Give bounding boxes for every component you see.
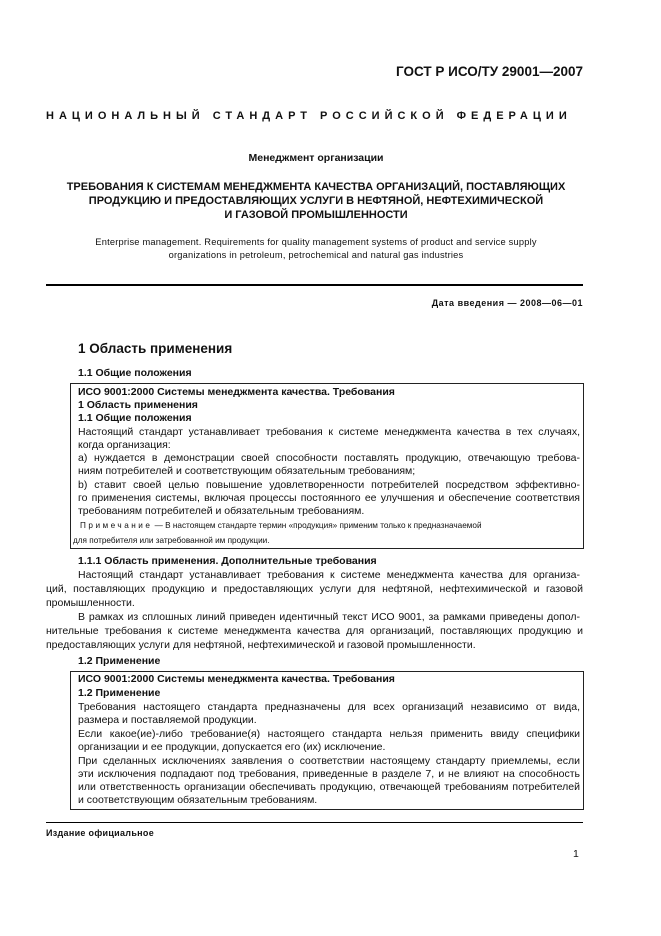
box-text-line: Если какое(ие)-либо требование(я) настоящего стандарта нельзя применить ввиду специфики: [78, 728, 580, 740]
section-heading: 1 Область применения: [78, 341, 233, 356]
document-title: [46, 180, 586, 222]
box-heading: ИСО 9001:2000 Системы менеджмента качества. Требования: [78, 673, 395, 685]
document-subtitle: Менеджмент организации: [248, 152, 384, 164]
page-number: 1: [573, 848, 579, 860]
box-text-line: ниям потребителей и соответствующим обязательным требованиям;: [78, 465, 416, 477]
box-text-line: При сделанных исключениях заявления о соответствии настоящему стандарту приемлемы, если: [78, 755, 580, 767]
paragraph-line: Настоящий стандарт устанавливает требования к системе менеджмента качества для организа-: [78, 569, 580, 581]
box-text-line: b) ставит своей целью повышение удовлетворенности потребителей посредством эффективно-: [78, 479, 580, 491]
box-text-line: Требования настоящего стандарта предназначены для всех организаций независимо от вида,: [78, 701, 580, 713]
subsection-heading: 1.1 Общие положения: [78, 367, 192, 379]
box-subheading: 1.2 Применение: [78, 687, 161, 699]
english-title-line: Enterprise management. Requirements for quality management systems of product and service supply: [95, 237, 537, 247]
paragraph-line: В рамках из сплошных линий приведен идентичный текст ИСО 9001, за рамками приведены допол-: [78, 611, 580, 623]
title-line: ПРОДУКЦИЮ И ПРЕДОСТАВЛЯЮЩИХ УСЛУГИ В НЕФТЯНОЙ, НЕФТЕХИМИЧЕСКОЙ: [88, 195, 544, 207]
paragraph-line: предоставляющих услуги для нефтяной, нефтехимической и газовой промышленности.: [46, 639, 476, 651]
box-text-line: эти исключения подпадают под требования, приведенные в разделе 7, и не влияют на способность: [78, 768, 580, 780]
box-text-line: Настоящий стандарт устанавливает требования к системе менеджмента качества в тех случаях,: [78, 426, 580, 438]
edition-label: Издание официальное: [46, 828, 155, 838]
subsection-heading: 1.2 Применение: [78, 655, 161, 667]
box-text-line: го применения системы, включая процессы постоянного ее улучшения и обеспечение соответствия: [78, 492, 580, 504]
footer-divider: [46, 822, 583, 823]
box-text-line: и соответствующим обязательным требованиям.: [78, 794, 318, 806]
title-line: И ГАЗОВОЙ ПРОМЫШЛЕННОСТИ: [224, 209, 408, 221]
title-line: ТРЕБОВАНИЯ К СИСТЕМАМ МЕНЕДЖМЕНТА КАЧЕСТВА ОРГАНИЗАЦИЙ, ПОСТАВЛЯЮЩИХ: [66, 181, 566, 193]
paragraph-line: промышленности.: [46, 597, 135, 609]
box-note: [78, 520, 582, 531]
box-text-line: a) нуждается в демонстрации своей способности поставлять продукцию, отвечающую требова-: [78, 452, 580, 464]
english-title-line: organizations in petroleum, petrochemical and natural gas industries: [168, 249, 464, 260]
note-text: — В настоящем стандарте термин «продукция» применим только к предназначаемой: [154, 521, 482, 530]
national-standard-banner: НАЦИОНАЛЬНЫЙ СТАНДАРТ РОССИЙСКОЙ ФЕДЕРАЦИИ: [46, 110, 572, 122]
paragraph-line: ций, поставляющих продукцию и предоставляющих услуги для нефтяной, нефтехимической и газовой: [46, 583, 583, 595]
box-text-line: когда организация:: [78, 439, 171, 451]
box-heading: ИСО 9001:2000 Системы менеджмента качества. Требования: [78, 386, 395, 398]
header-divider: [46, 284, 583, 286]
box-text-line: организации и ее продукции, допускается его (их) исключение.: [78, 741, 386, 753]
box-text-line: размера и поставляемой продукции.: [78, 714, 257, 726]
document-code: ГОСТ Р ИСО/ТУ 29001—2007: [396, 64, 583, 79]
paragraph-line: нительные требования к системе менеджмента качества для организаций, поставляющих продукцию и: [46, 625, 583, 637]
box-subheading: 1 Область применения: [78, 399, 198, 411]
note-label: Примечание: [80, 521, 153, 530]
subsection-heading: 1.1.1 Область применения. Дополнительные требования: [78, 555, 377, 567]
introduction-date: Дата введения — 2008—06—01: [431, 298, 583, 308]
box-subheading: 1.1 Общие положения: [78, 412, 192, 424]
box-text-line: или ответственность организации обеспечивать продукцию, отвечающей требованиям потребителей: [78, 781, 580, 793]
english-title: [46, 236, 586, 261]
box-text-line: требованиям потребителей и обязательным требованиям.: [78, 505, 365, 517]
box-note-continuation: для потребителя или затребованной им продукции.: [73, 536, 270, 545]
